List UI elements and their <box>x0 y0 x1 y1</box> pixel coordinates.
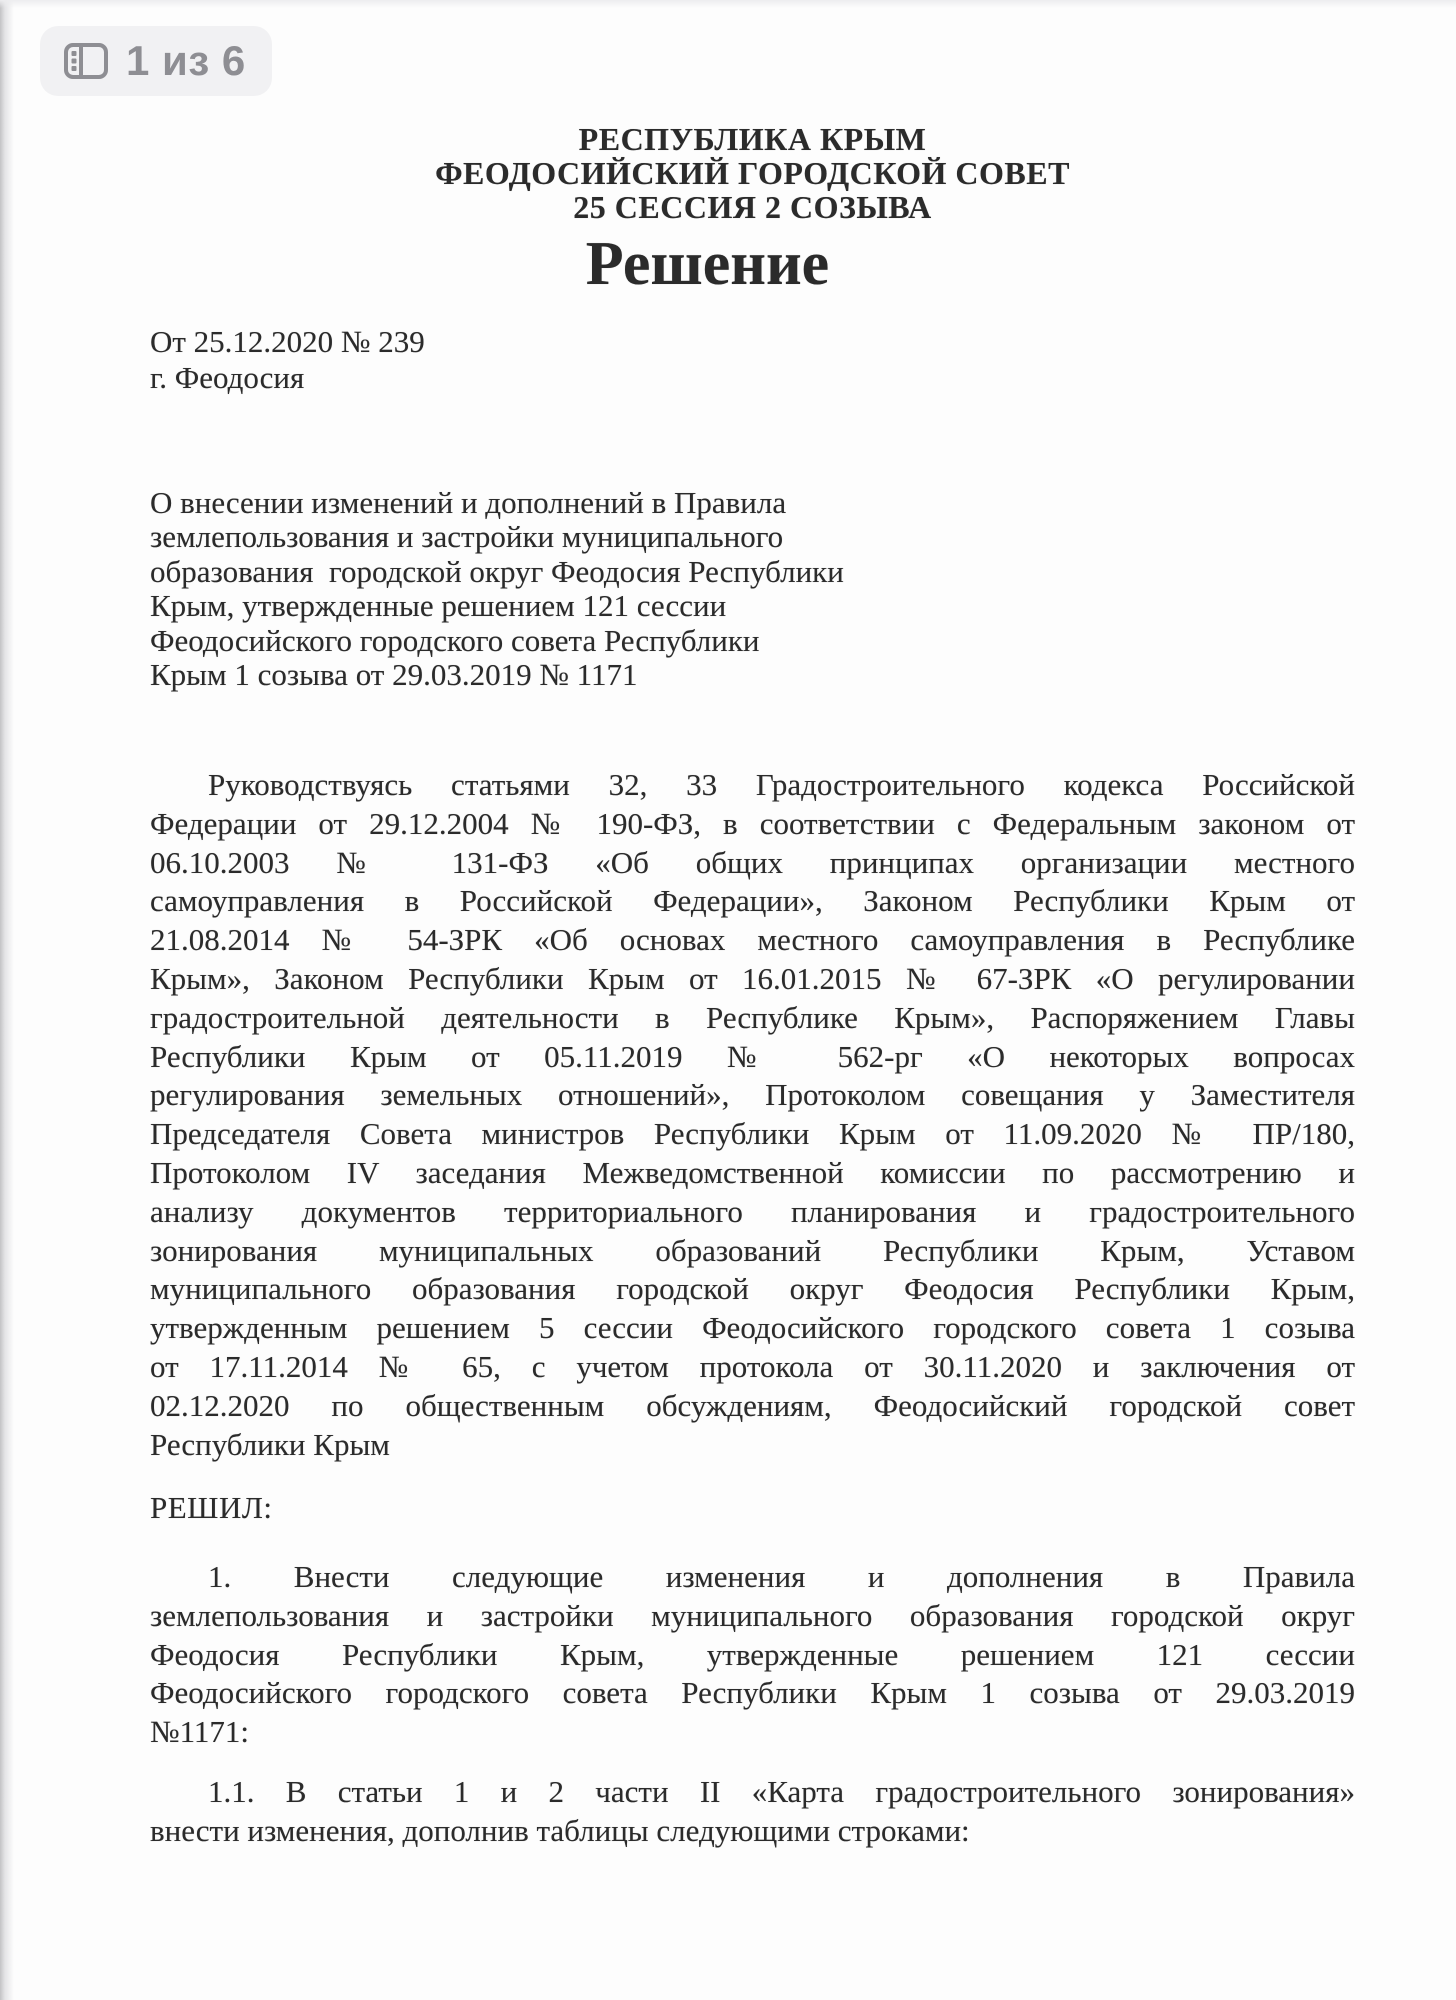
text-line: землепользования и застройки муниципального образования городской округ <box>150 1597 1355 1633</box>
text-line: Республики Крым от 05.11.2019 № 562-рг «О некоторых вопросах <box>150 1038 1355 1074</box>
text-line: Феодосийского городского совета Республики Крым 1 созыва от 29.03.2019 <box>150 1675 1355 1711</box>
doc-item-1 <box>150 1558 1355 1752</box>
text-line: 25 СЕССИЯ 2 СОЗЫВА <box>573 189 932 225</box>
text-line: зонирования муниципальных образований Республики Крым, Уставом <box>150 1232 1355 1268</box>
text-line: утвержденным решением 5 сессии Феодосийского городского совета 1 созыва <box>150 1310 1355 1346</box>
text-line: 21.08.2014 № 54-ЗРК «Об основах местного самоуправления в Республике <box>150 922 1355 958</box>
doc-title: Решение <box>585 230 830 298</box>
text-line: Крым, утвержденные решением 121 сессии <box>150 588 727 624</box>
doc-date-block <box>150 324 1355 396</box>
doc-header <box>150 122 1355 224</box>
text-line: №1171: <box>150 1714 250 1750</box>
text-line: О внесении изменений и дополнений в Правила <box>150 485 787 520</box>
text-line: муниципального образования городской округ Феодосия Республики Крым, <box>150 1271 1355 1307</box>
text-line: ФЕОДОСИЙСКИЙ ГОРОДСКОЙ СОВЕТ <box>435 155 1070 191</box>
page-indicator-label: 1 из 6 <box>126 37 246 84</box>
text-line: от 17.11.2014 № 65, с учетом протокола от 30.11.2020 и заключения от <box>150 1348 1355 1384</box>
doc-item-1-1 <box>150 1773 1355 1850</box>
resolved-heading: РЕШИЛ: <box>150 1490 273 1525</box>
text-line: 06.10.2003 № 131-ФЗ «Об общих принципах организации местного <box>150 844 1355 880</box>
text-line: землепользования и застройки муниципального <box>150 519 784 555</box>
text-line: 02.12.2020 по общественным обсуждениям, Феодосийский городской совет <box>150 1387 1355 1423</box>
doc-subject <box>150 486 870 692</box>
doc-date-line: От 25.12.2020 № 239 <box>150 324 425 359</box>
doc-preamble <box>150 766 1355 1464</box>
text-line: 1. Внести следующие изменения и дополнения в Правила <box>208 1559 1355 1594</box>
text-line: образования городской округ Феодосия Республики <box>150 553 844 589</box>
text-line: Руководствуясь статьями 32, 33 Градостроительного кодекса Российской <box>208 767 1355 802</box>
text-line: Республики Крым <box>150 1426 390 1462</box>
doc-city-line: г. Феодосия <box>150 360 305 395</box>
text-line: градостроительной деятельности в Республике Крым», Распоряжением Главы <box>150 999 1355 1035</box>
text-line: внести изменения, дополнив таблицы следующими строками: <box>150 1812 970 1848</box>
text-line: Феодосия Республики Крым, утвержденные решением 121 сессии <box>150 1636 1355 1672</box>
text-line: РЕСПУБЛИКА КРЫМ <box>578 121 927 157</box>
text-line: Протоколом IV заседания Межведомственной комиссии по рассмотрению и <box>150 1154 1355 1190</box>
text-line: анализу документов территориального планирования и градостроительного <box>150 1193 1355 1229</box>
text-line: Феодосийского городского совета Республики <box>150 622 760 658</box>
text-line: 1.1. В статьи 1 и 2 части II «Карта градостроительного зонирования» <box>208 1774 1355 1809</box>
text-line: Федерации от 29.12.2004 № 190-ФЗ, в соответствии с Федеральным законом от <box>150 805 1355 841</box>
text-line: самоуправления в Российской Федерации», Законом Республики Крым от <box>150 883 1355 919</box>
text-line: Председателя Совета министров Республики Крым от 11.09.2020 № ПР/180, <box>150 1116 1355 1152</box>
text-line: Крым», Законом Республики Крым от 16.01.2015 № 67-ЗРК «О регулировании <box>150 960 1355 996</box>
text-line: регулирования земельных отношений», Протоколом совещания у Заместителя <box>150 1077 1355 1113</box>
text-line: Крым 1 созыва от 29.03.2019 № 1171 <box>150 657 638 693</box>
